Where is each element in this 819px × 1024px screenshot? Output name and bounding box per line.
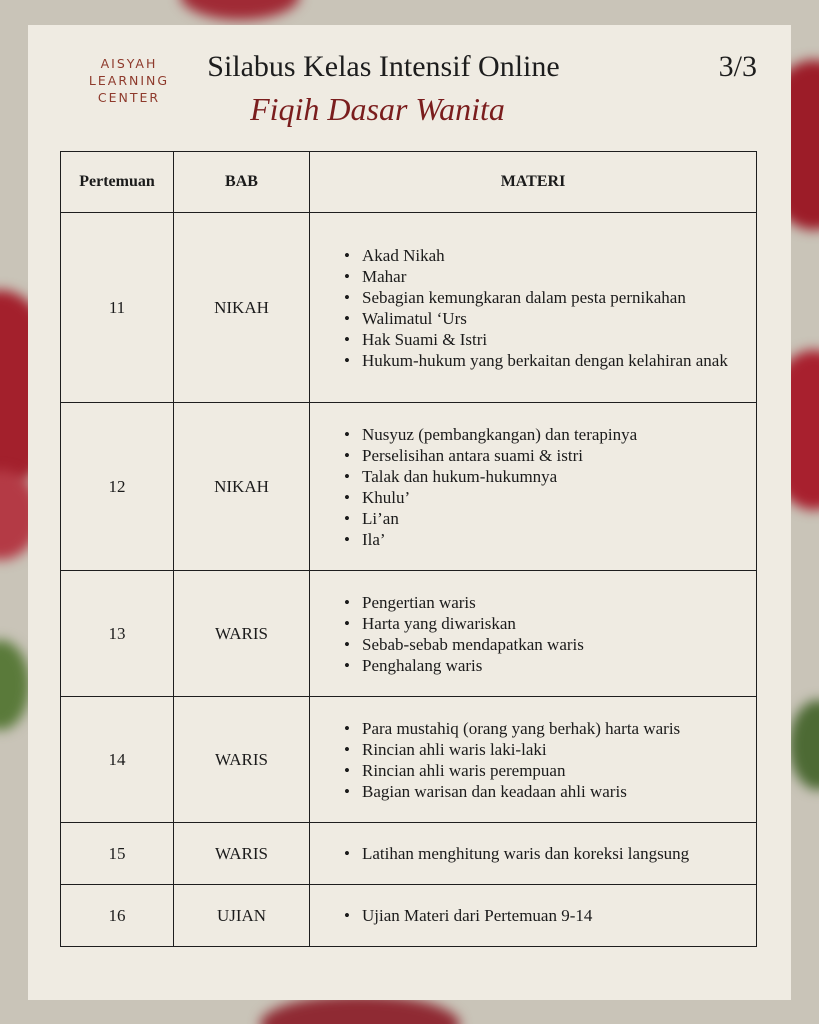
table-row (61, 697, 757, 823)
list-item: • Ila’ (362, 529, 755, 550)
table-row (61, 823, 757, 885)
materi-list (340, 718, 755, 802)
cell-materi (310, 213, 757, 403)
list-item: • Talak dan hukum-hukumnya (362, 466, 755, 487)
table-row (61, 213, 757, 403)
list-item: • Sebagian kemungkaran dalam pesta pernikahan (362, 287, 755, 308)
materi-list (340, 592, 755, 676)
cell-bab: NIKAH (174, 403, 310, 571)
header-pertemuan: Pertemuan (61, 152, 174, 213)
cell-pertemuan: 15 (61, 823, 174, 885)
cell-pertemuan: 13 (61, 571, 174, 697)
table-row (61, 403, 757, 571)
table-header-row (61, 152, 757, 213)
materi-list (340, 905, 755, 926)
page-title: Silabus Kelas Intensif Online (207, 50, 560, 83)
page-number: 3/3 (718, 50, 757, 83)
table-row (61, 571, 757, 697)
list-item: • Bagian warisan dan keadaan ahli waris (362, 781, 755, 802)
brand-logo: AISYAH LEARNING CENTER (88, 56, 170, 105)
cell-materi (310, 571, 757, 697)
cell-materi (310, 697, 757, 823)
list-item: • Penghalang waris (362, 655, 755, 676)
cell-bab: WARIS (174, 697, 310, 823)
cell-pertemuan: 16 (61, 885, 174, 947)
syllabus-card (28, 25, 791, 1000)
list-item: • Rincian ahli waris perempuan (362, 760, 755, 781)
list-item: • Akad Nikah (362, 245, 755, 266)
list-item: • Perselisihan antara suami & istri (362, 445, 755, 466)
materi-list (340, 245, 755, 371)
list-item: • Hukum-hukum yang berkaitan dengan kelahiran anak (362, 350, 755, 371)
list-item: • Hak Suami & Istri (362, 329, 755, 350)
cell-materi (310, 823, 757, 885)
list-item: • Para mustahiq (orang yang berhak) harta waris (362, 718, 755, 739)
cell-pertemuan: 12 (61, 403, 174, 571)
materi-list (340, 424, 755, 550)
materi-list (340, 843, 755, 864)
list-item: • Khulu’ (362, 487, 755, 508)
header-materi: MATERI (310, 152, 757, 213)
list-item: • Ujian Materi dari Pertemuan 9-14 (362, 905, 755, 926)
syllabus-table (60, 151, 757, 947)
cell-pertemuan: 14 (61, 697, 174, 823)
list-item: • Sebab-sebab mendapatkan waris (362, 634, 755, 655)
table-row (61, 885, 757, 947)
cell-bab: NIKAH (174, 213, 310, 403)
page-subtitle: Fiqih Dasar Wanita (250, 91, 505, 127)
cell-pertemuan: 11 (61, 213, 174, 403)
list-item: • Walimatul ‘Urs (362, 308, 755, 329)
list-item: • Nusyuz (pembangkangan) dan terapinya (362, 424, 755, 445)
list-item: • Mahar (362, 266, 755, 287)
cell-materi (310, 885, 757, 947)
cell-materi (310, 403, 757, 571)
list-item: • Li’an (362, 508, 755, 529)
list-item: • Latihan menghitung waris dan koreksi langsung (362, 843, 755, 864)
list-item: • Harta yang diwariskan (362, 613, 755, 634)
list-item: • Pengertian waris (362, 592, 755, 613)
cell-bab: UJIAN (174, 885, 310, 947)
header-bab: BAB (174, 152, 310, 213)
cell-bab: WARIS (174, 571, 310, 697)
cell-bab: WARIS (174, 823, 310, 885)
list-item: • Rincian ahli waris laki-laki (362, 739, 755, 760)
